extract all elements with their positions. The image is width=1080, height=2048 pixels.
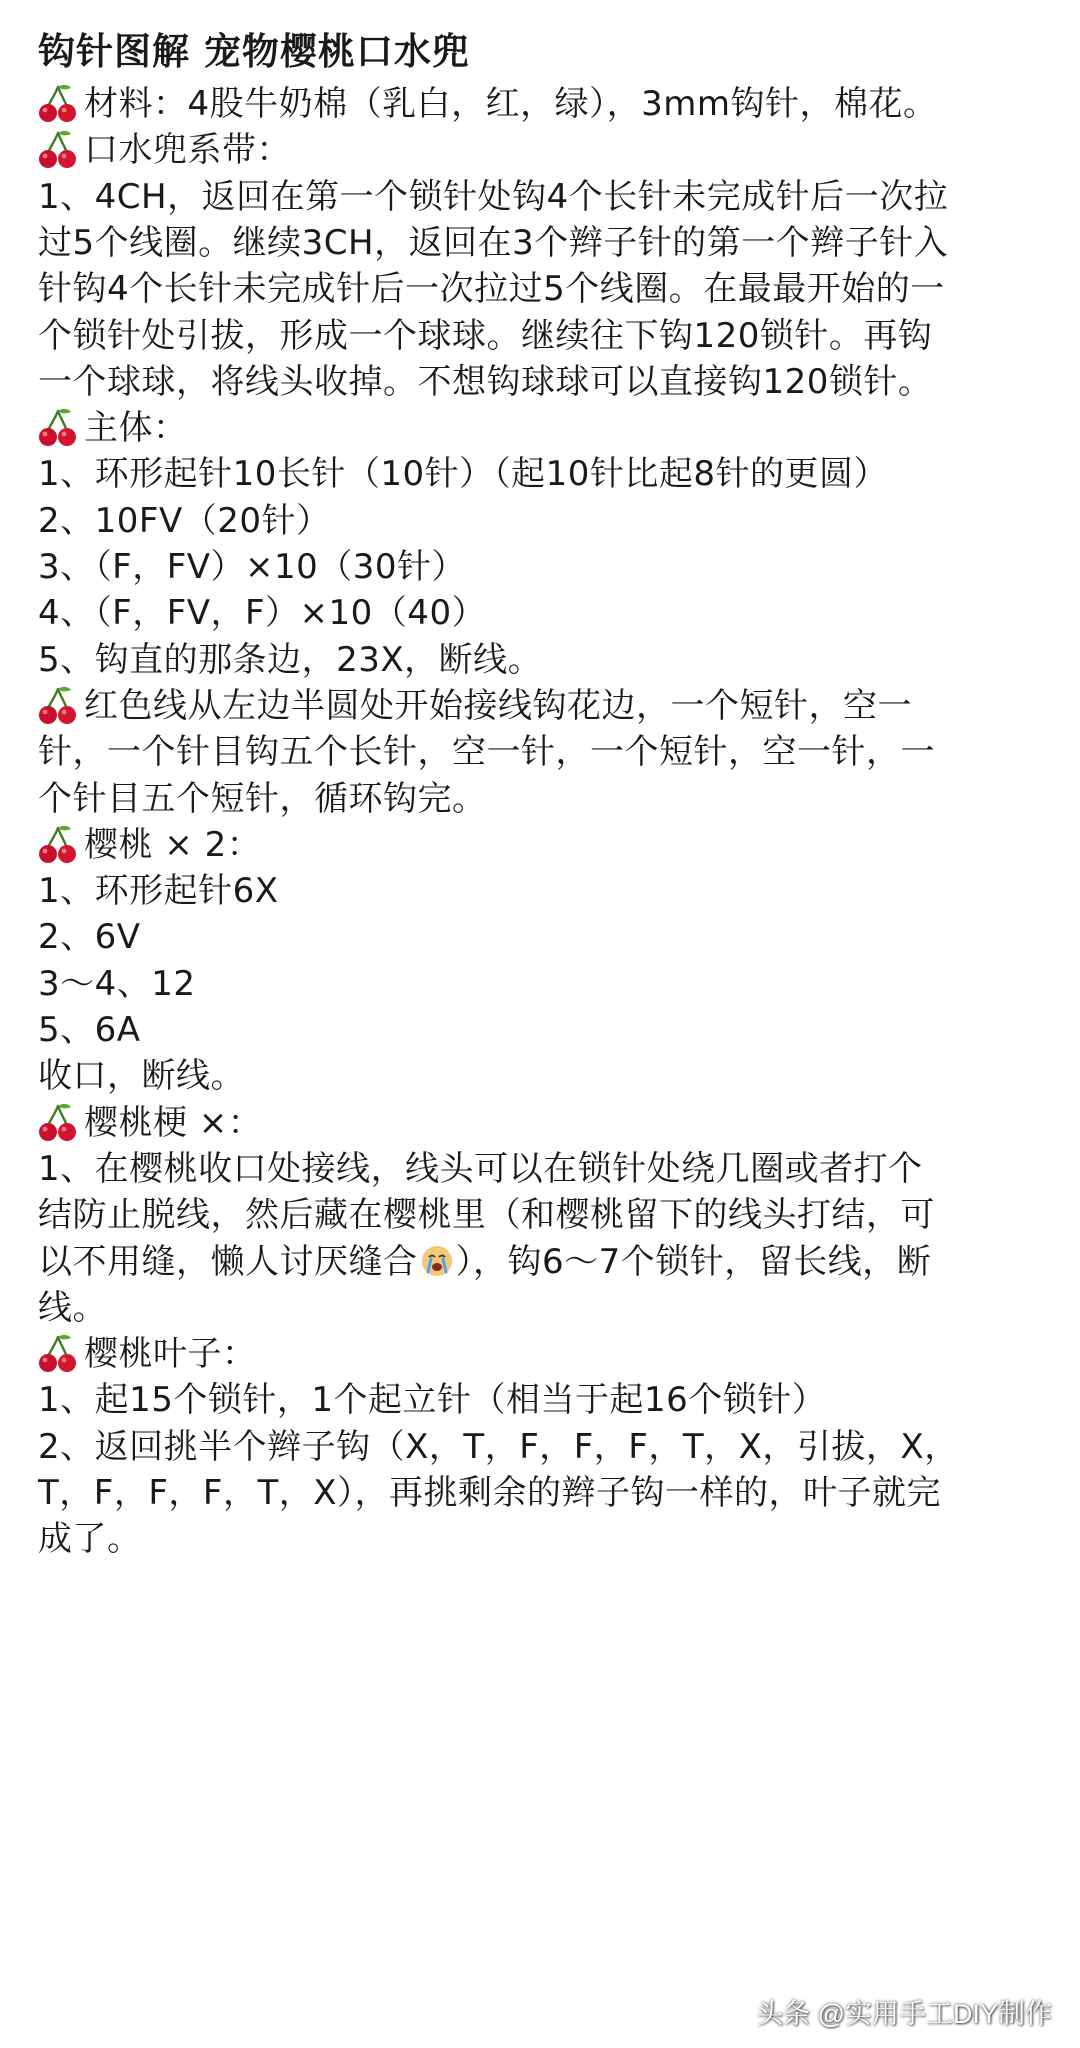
cherry-icon [38,824,78,866]
cherry-icon [38,129,78,171]
cherry-icon [38,1333,78,1375]
instruction-line: 成了。 [38,1519,142,1559]
section-heading-text: 口水兜系带： [84,130,291,170]
instruction-line: 3、（F，FV）×10（30针） [38,547,467,587]
instruction-text: ），钩6～7个锁针，留长线，断 [455,1242,932,1282]
page-title: 钩针图解 宠物樱桃口水兜 [38,30,470,73]
source-watermark: 头条 @实用手工DIY制作 [756,1999,1052,2029]
instruction-line: 过5个线圈。继续3CH，返回在3个辫子针的第一个辫子针入 [38,223,949,263]
instruction-line: 3～4、12 [38,964,196,1004]
instruction-line: 线。 [38,1288,107,1328]
instruction-line: 1、在樱桃收口处接线，线头可以在锁针处绕几圈或者打个 [38,1149,923,1189]
instruction-line: 2、返回挑半个辫子钩（X，T，F，F，F，T，X，引拔，X， [38,1427,959,1467]
instruction-line: 一个球球，将线头收掉。不想钩球球可以直接钩120锁针。 [38,362,933,402]
instruction-line: 5、6A [38,1010,141,1050]
cherry-icon [38,83,78,125]
instruction-line: 1、4CH，返回在第一个锁针处钩4个长针未完成针后一次拉 [38,177,949,217]
instruction-line: 针钩4个长针未完成针后一次拉过5个线圈。在最最开始的一 [38,269,945,309]
section-heading-text: 材料：4股牛奶棉（乳白，红，绿），3mm钩针，棉花。 [84,84,938,124]
section-heading-text: 樱桃梗 ×： [84,1103,263,1143]
instruction-line: 针，一个针目钩五个长针，空一针，一个短针，空一针，一 [38,732,935,772]
instruction-line: 2、10FV（20针） [38,501,331,541]
instruction-line: 个针目五个短针，循环钩完。 [38,779,487,819]
instruction-line: 个锁针处引拔，形成一个球球。继续往下钩120锁针。再钩 [38,316,933,356]
section-heading-text: 樱桃叶子： [84,1334,257,1374]
section-heading-text: 主体： [84,408,188,448]
instruction-line: T，F，F，F，T，X），再挑剩余的辫子钩一样的，叶子就完 [38,1473,941,1513]
instruction-line: 5、钩直的那条边，23X，断线。 [38,640,543,680]
instruction-line: 1、环形起针10长针（10针）（起10针比起8针的更圆） [38,454,889,494]
section-heading-text: 红色线从左边半圆处开始接线钩花边，一个短针，空一 [84,686,912,726]
instruction-line: 收口，断线。 [38,1056,245,1096]
cherry-icon [38,685,78,727]
instruction-line: 1、环形起针6X [38,871,279,911]
cherry-icon [38,407,78,449]
instruction-line: 4、（F，FV，F）×10（40） [38,593,487,633]
instruction-text: 以不用缝，懒人讨厌缝合 [38,1242,418,1282]
cherry-icon [38,1102,78,1144]
instruction-line: 2、6V [38,917,141,957]
crying-face-icon [420,1244,454,1278]
instruction-line: 1、起15个锁针，1个起立针（相当于起16个锁针） [38,1380,827,1420]
section-heading-text: 樱桃 × 2： [84,825,262,865]
instruction-line: 结防止脱线，然后藏在樱桃里（和樱桃留下的线头打结，可 [38,1195,935,1235]
